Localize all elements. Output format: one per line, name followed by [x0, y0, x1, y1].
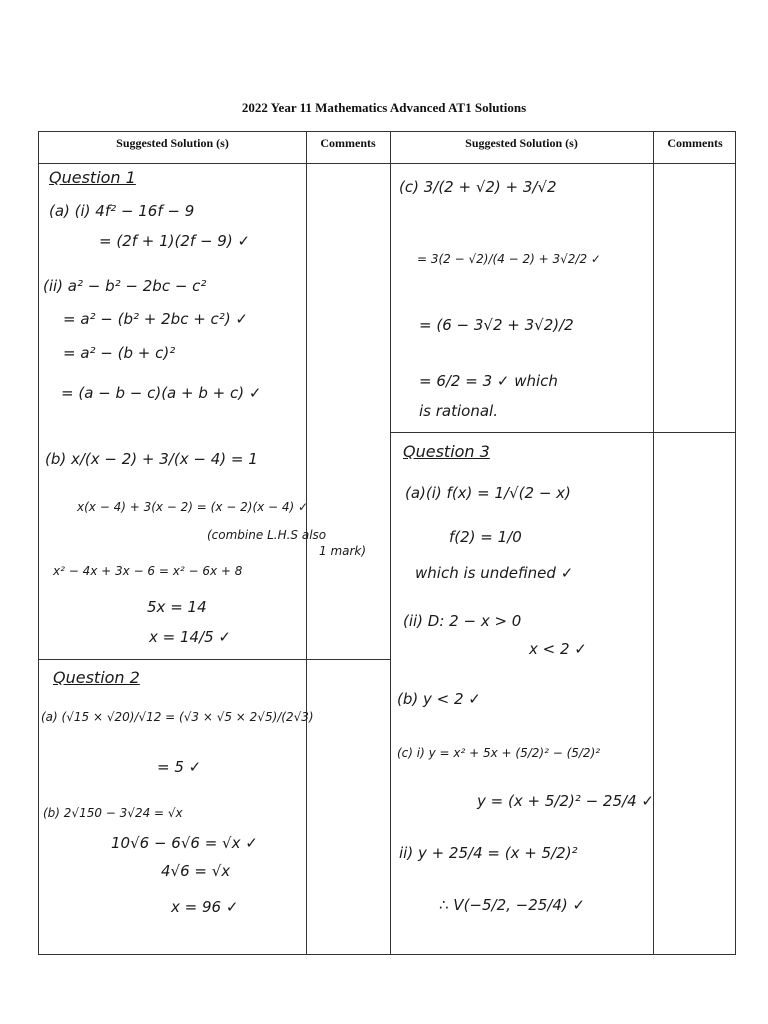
solution-line: (a) (√15 × √20)/√12 = (√3 × √5 × 2√5)/(2√3): [41, 710, 314, 724]
col-divider: [390, 132, 391, 954]
solution-line: 4√6 = √x: [161, 862, 231, 880]
solution-line: ii) y + 25/4 = (x + 5/2)²: [399, 844, 578, 862]
header-comments-right: Comments: [667, 136, 723, 150]
page-title: 2022 Year 11 Mathematics Advanced AT1 Solutions: [241, 100, 527, 115]
comment-line: (combine L.H.S also: [207, 528, 327, 542]
solution-line: = (2f + 1)(2f − 9) ✓: [99, 232, 251, 250]
col-divider: [306, 132, 307, 954]
solution-line: x = 14/5 ✓: [149, 628, 232, 646]
solution-line: (ii) D: 2 − x > 0: [403, 612, 522, 630]
solution-line: = (a − b − c)(a + b + c) ✓: [61, 384, 262, 402]
question-3-heading: Question 3: [403, 442, 490, 461]
solution-line: = 3(2 − √2)/(4 − 2) + 3√2/2 ✓: [417, 252, 601, 266]
solution-line: = a² − (b² + 2bc + c²) ✓: [63, 310, 249, 328]
header-solution-right: Suggested Solution (s): [465, 136, 578, 150]
section-divider: [390, 432, 735, 433]
solution-line: (c) 3/(2 + √2) + 3/√2: [399, 178, 557, 196]
solution-line: x(x − 4) + 3(x − 2) = (x − 2)(x − 4) ✓: [77, 500, 309, 514]
solution-line: y = (x + 5/2)² − 25/4 ✓: [477, 792, 654, 810]
col-divider: [653, 132, 654, 954]
solution-line: (b) 2√150 − 3√24 = √x: [43, 806, 183, 820]
header-divider: [39, 163, 735, 164]
solution-line: (a)(i) f(x) = 1/√(2 − x): [405, 484, 571, 502]
solutions-table: [38, 131, 736, 955]
solution-line: x < 2 ✓: [529, 640, 587, 658]
solution-line: (b) y < 2 ✓: [397, 690, 481, 708]
solution-line: = 6/2 = 3 ✓ which: [419, 372, 558, 390]
question-2-heading: Question 2: [53, 668, 140, 687]
solution-line: ∴ V(−5/2, −25/4) ✓: [439, 896, 586, 914]
solution-line: which is undefined ✓: [415, 564, 574, 582]
solution-line: is rational.: [419, 402, 498, 420]
header-solution-left: Suggested Solution (s): [116, 136, 229, 150]
header-comments-left: Comments: [320, 136, 376, 150]
solution-line: x = 96 ✓: [171, 898, 239, 916]
solution-line: 5x = 14: [147, 598, 207, 616]
solution-line: 10√6 − 6√6 = √x ✓: [111, 834, 258, 852]
solution-line: = 5 ✓: [157, 758, 202, 776]
solution-line: f(2) = 1/0: [449, 528, 522, 546]
question-1-heading: Question 1: [49, 168, 136, 187]
solution-line: (c) i) y = x² + 5x + (5/2)² − (5/2)²: [397, 746, 601, 760]
section-divider: [39, 659, 390, 660]
solution-line: (b) x/(x − 2) + 3/(x − 4) = 1: [45, 450, 258, 468]
solution-line: x² − 4x + 3x − 6 = x² − 6x + 8: [53, 564, 243, 578]
solution-line: = a² − (b + c)²: [63, 344, 176, 362]
solution-line: (ii) a² − b² − 2bc − c²: [43, 277, 207, 295]
solution-line: (a) (i) 4f² − 16f − 9: [49, 202, 195, 220]
comment-line: 1 mark): [319, 544, 367, 558]
solution-line: = (6 − 3√2 + 3√2)/2: [419, 316, 574, 334]
